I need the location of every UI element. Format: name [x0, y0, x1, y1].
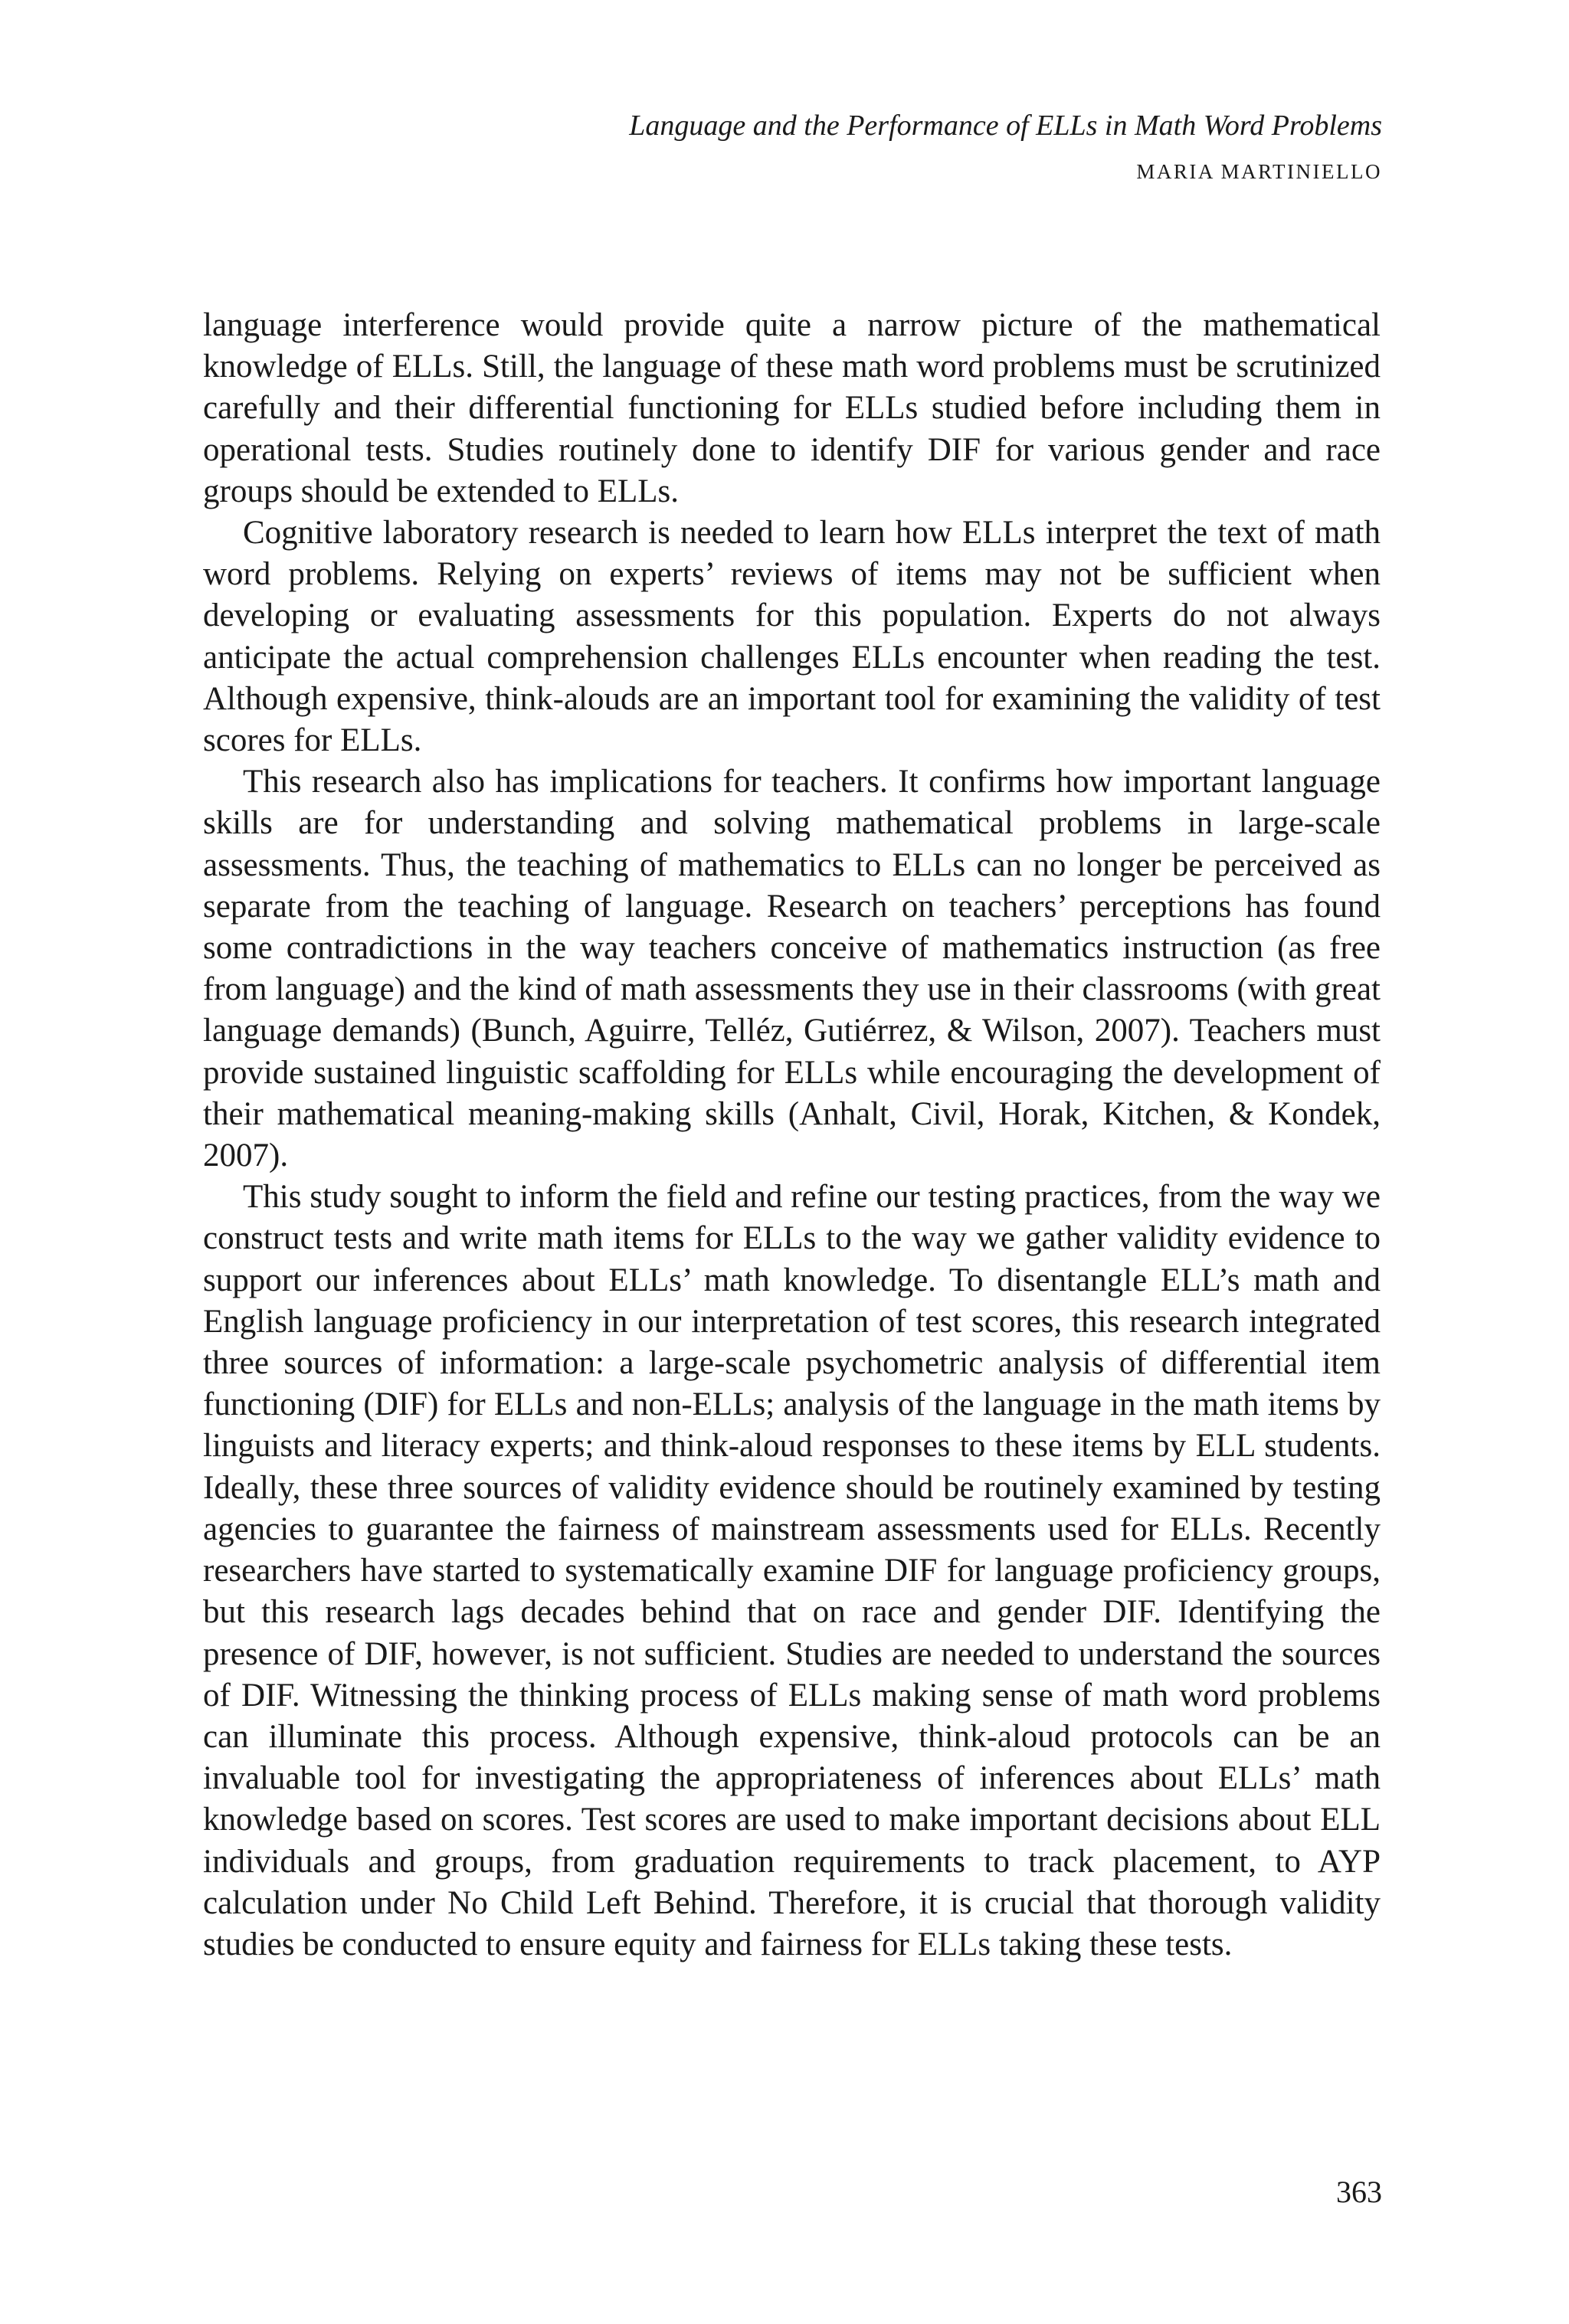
paragraph-1: language interference would provide quite a narrow picture of the mathematical knowledge of ELLs. Still, the language of these math word problems must be scrutinized carefully and their differential functioning for ELLs studied before including them in operational tests. Studies routinely done to identify DIF for various gender and race groups should be extended to ELLs. [203, 307, 1381, 509]
body-text [203, 305, 1381, 1966]
paragraph-4: This study sought to inform the field and refine our testing practices, from the way we construct tests and write math items for ELLs to the way we gather validity evidence to support our inferences about ELLs’ math knowledge. To disentangle ELL’s math and English language proficiency in our interpretation of test scores, this research integrated three sources of information: a large-scale psychometric analysis of differential item functioning (DIF) for ELLs and non-ELLs; analysis of the language in the math items by linguists and literacy experts; and think-aloud responses to these items by ELL students. Ideally, these three sources of validity evidence should be routinely examined by testing agencies to guarantee the fairness of mainstream assessments used for ELLs. Recently researchers have started to systematically examine DIF for language proficiency groups, but this research lags decades behind that on race and gender DIF. Identifying the presence of DIF, however, is not sufficient. Studies are needed to understand the sources of DIF. Witnessing the thinking process of ELLs making sense of math word problems can illuminate this process. Although expensive, think-aloud protocols can be an invaluable tool for investigating the appropriateness of inferences about ELLs’ math knowledge based on scores. Test scores are used to make important decisions about ELL individuals and groups, from graduation requirements to track placement, to AYP calculation under No Child Left Behind. Therefore, it is crucial that thorough validity studies be conducted to ensure equity and fairness for ELLs taking these tests. [203, 1179, 1381, 1962]
running-author: MARIA MARTINIELLO [1136, 160, 1382, 183]
running-head [629, 107, 1382, 187]
page-number: 363 [1336, 2175, 1382, 2209]
paragraph-3: This research also has implications for teachers. It confirms how important language skills are for understanding and solving mathematical problems in large-scale assessments. Thus, the teaching of mathematics to ELLs can no longer be perceived as separate from the teaching of language. Research on teachers’ perceptions has found some contradictions in the way teachers conceive of mathematics instruction (as free from language) and the kind of math assessments they use in their classrooms (with great language demands) (Bunch, Aguirre, Telléz, Gutiérrez, & Wilson, 2007). Teachers must provide sustained linguistic scaffolding for ELLs while encouraging the development of their mathematical meaning-making skills (Anhalt, Civil, Horak, Kitchen, & Kondek, 2007). [203, 764, 1381, 1174]
running-title: Language and the Performance of ELLs in Math Word Problems [629, 110, 1382, 142]
paragraph-2: Cognitive laboratory research is needed to learn how ELLs interpret the text of math word problems. Relying on experts’ reviews of items may not be sufficient when developing or evaluating assessments for this population. Experts do not always anticipate the actual comprehension challenges ELLs encounter when reading the test. Although expensive, think-alouds are an important tool for examining the validity of test scores for ELLs. [203, 515, 1381, 759]
